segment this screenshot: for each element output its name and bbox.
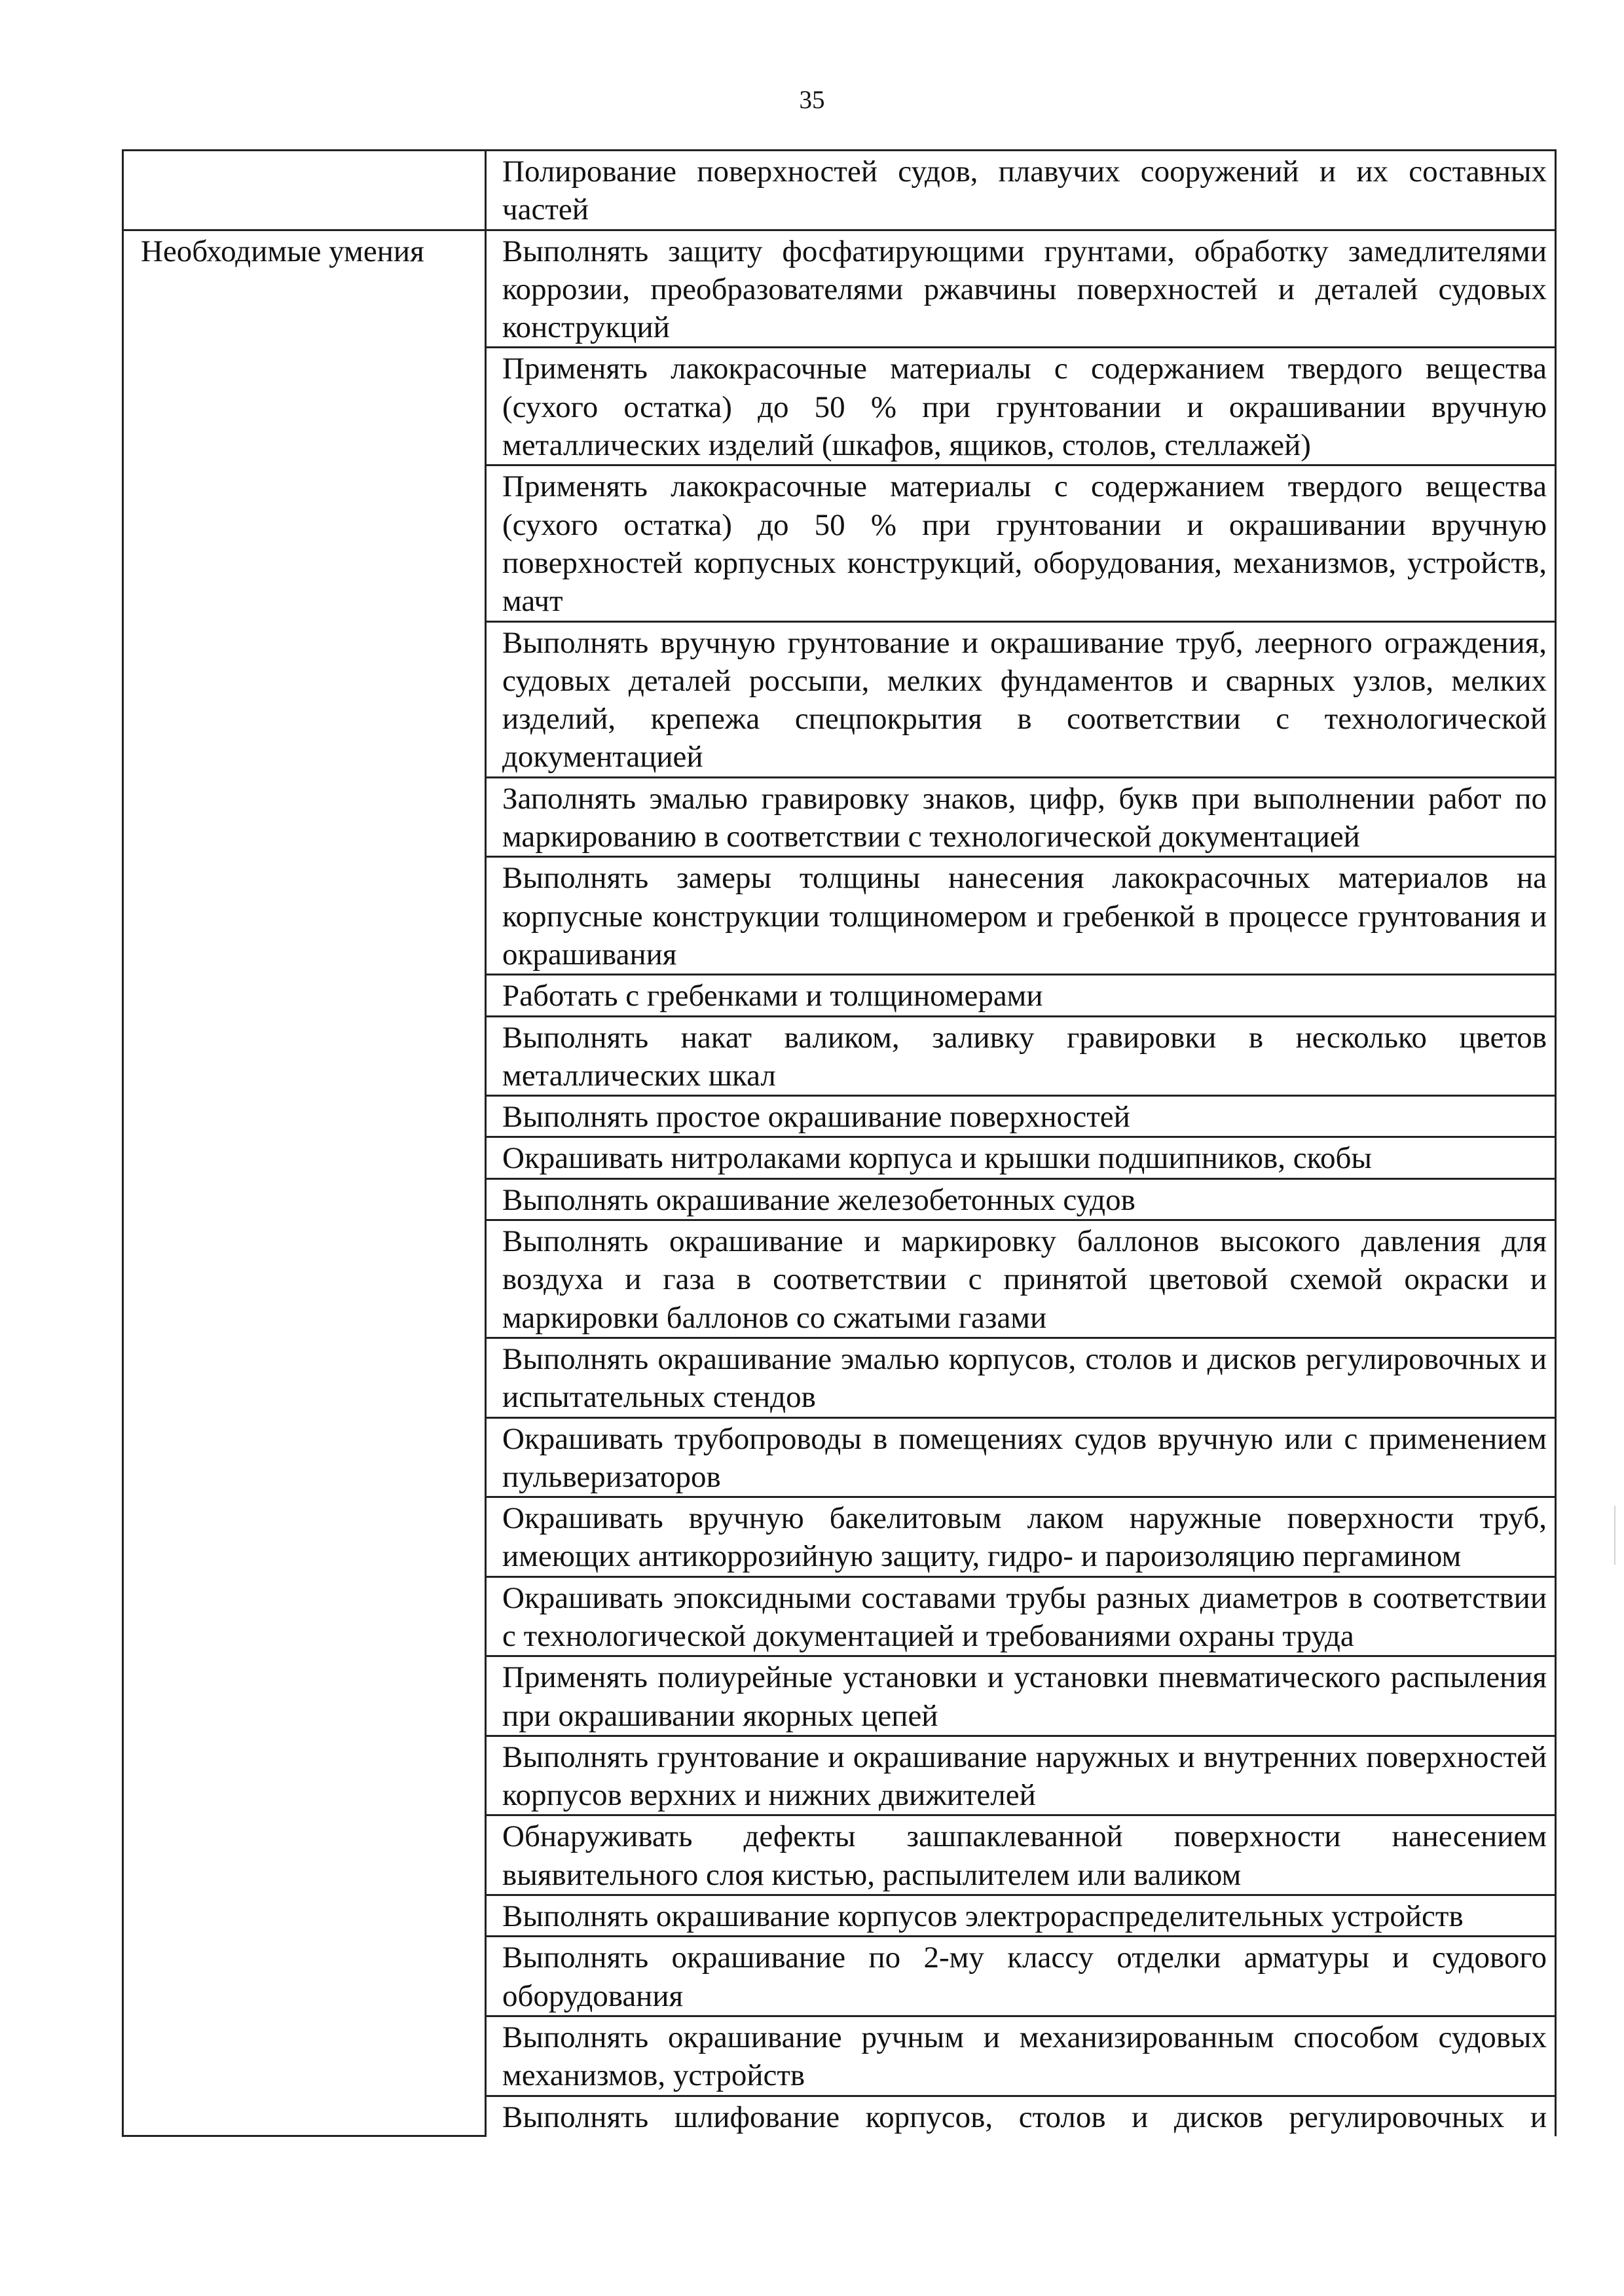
row-text: Выполнять окрашивание ручным и механизированным способом судовых механизмов, устройств xyxy=(486,2016,1556,2096)
row-text: Полирование поверхностей судов, плавучих сооружений и их составных частей xyxy=(486,151,1556,230)
row-text: Выполнять вручную грунтование и окрашивание труб, леерного ограждения, судовых деталей россыпи, мелких фундаментов и сварных узлов, мелких изделий, крепежа спецпокрытия в соответствии с технологической документацией xyxy=(486,621,1556,777)
row-text: Выполнять окрашивание железобетонных судов xyxy=(486,1178,1556,1220)
table-row xyxy=(123,151,1556,230)
scan-margin-mark xyxy=(1614,1506,1615,1565)
row-text: Работать с гребенками и толщиномерами xyxy=(486,975,1556,1016)
row-text: Применять полиурейные установки и установки пневматического распыления при окрашивании якорных цепей xyxy=(486,1656,1556,1736)
row-text: Выполнять грунтование и окрашивание наружных и внутренних поверхностей корпусов верхних и нижних движителей xyxy=(486,1736,1556,1815)
skills-table xyxy=(122,149,1557,2137)
row-text: Обнаруживать дефекты зашпаклеванной поверхности нанесением выявительного слоя кистью, распылителем или валиком xyxy=(486,1815,1556,1895)
row-text: Окрашивать эпоксидными составами трубы разных диаметров в соответствии с технологической документацией и требованиями охраны труда xyxy=(486,1576,1556,1656)
row-label xyxy=(123,151,486,230)
row-text: Выполнять окрашивание и маркировку баллонов высокого давления для воздуха и газа в соответствии с принятой цветовой схемой окраски и маркировки баллонов со сжатыми газами xyxy=(486,1220,1556,1338)
row-text: Выполнять окрашивание корпусов электрораспределительных устройств xyxy=(486,1895,1556,1937)
page-number: 35 xyxy=(799,86,825,114)
table-row xyxy=(123,230,1556,348)
row-text: Выполнять окрашивание по 2-му классу отделки арматуры и судового оборудования xyxy=(486,1937,1556,2016)
row-text: Выполнять защиту фосфатирующими грунтами, обработку замедлителями коррозии, преобразователями ржавчины поверхностей и деталей судовых конструкций xyxy=(486,230,1556,348)
row-text: Окрашивать трубопроводы в помещениях судов вручную или с применением пульверизаторов xyxy=(486,1417,1556,1497)
row-text: Окрашивать вручную бакелитовым лаком наружные поверхности труб, имеющих антикоррозийную защиту, гидро- и пароизоляцию пергамином xyxy=(486,1497,1556,1577)
row-text: Выполнять замеры толщины нанесения лакокрасочных материалов на корпусные конструкции толщиномером и гребенкой в процессе грунтования и окрашивания xyxy=(486,857,1556,975)
row-text: Выполнять окрашивание эмалью корпусов, столов и дисков регулировочных и испытательных стендов xyxy=(486,1338,1556,1417)
row-text: Заполнять эмалью гравировку знаков, цифр, букв при выполнении работ по маркированию в соответствии с технологической документацией xyxy=(486,777,1556,857)
row-text: Выполнять накат валиком, заливку гравировки в несколько цветов металлических шкал xyxy=(486,1016,1556,1096)
row-text: Окрашивать нитролаками корпуса и крышки подшипников, скобы xyxy=(486,1137,1556,1178)
row-text: Применять лакокрасочные материалы с содержанием твердого вещества (сухого остатка) до 50 % при грунтовании и окрашивании вручную металлических изделий (шкафов, ящиков, столов, стеллажей) xyxy=(486,348,1556,465)
section-label-required-skills: Необходимые умения xyxy=(123,230,486,2136)
row-text: Выполнять простое окрашивание поверхностей xyxy=(486,1096,1556,1137)
row-text: Выполнять шлифование корпусов, столов и дисков регулировочных и xyxy=(486,2096,1556,2136)
row-text: Применять лакокрасочные материалы с содержанием твердого вещества (сухого остатка) до 50 % при грунтовании и окрашивании вручную поверхностей корпусных конструкций, оборудования, механизмов, устройств, мачт xyxy=(486,465,1556,621)
